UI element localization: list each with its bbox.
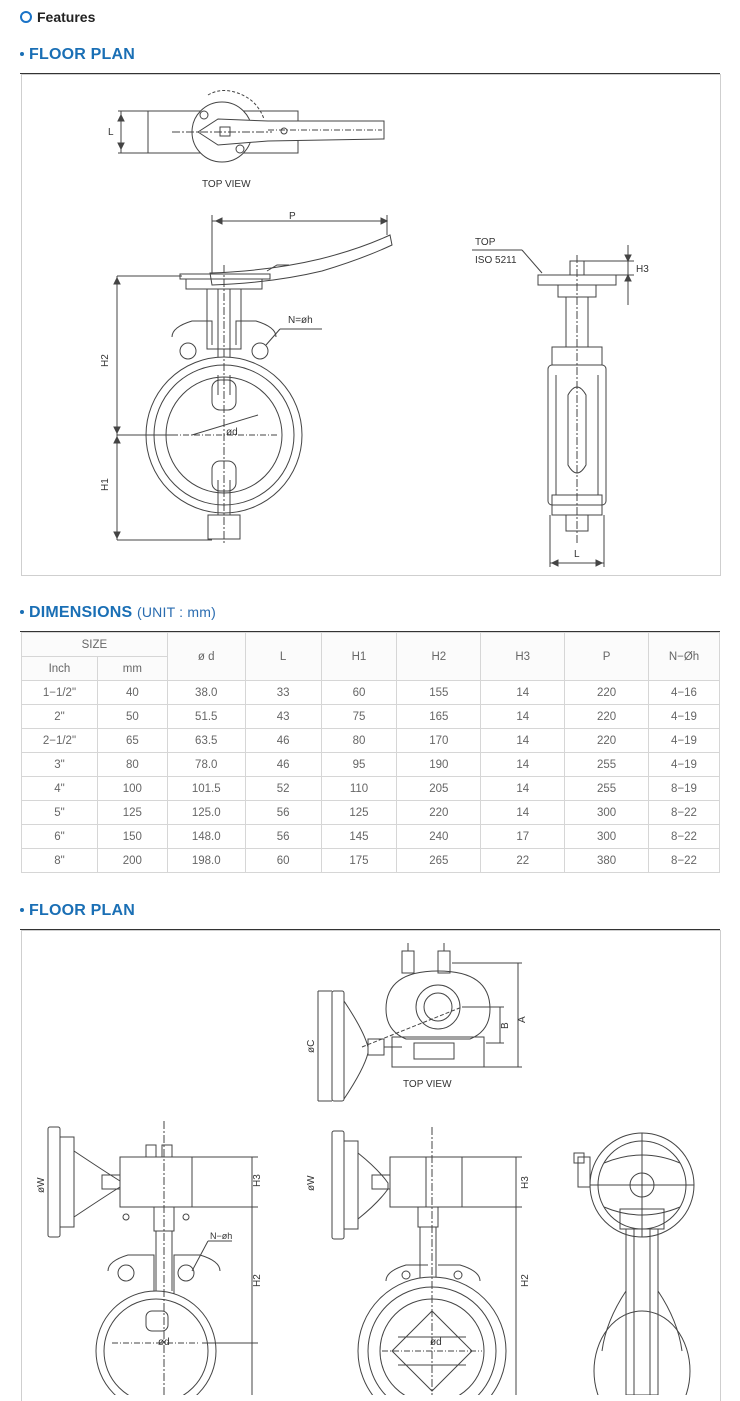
gear-front-view-left — [48, 1121, 258, 1395]
table-cell: 60 — [245, 849, 321, 873]
dim-label-od-left: ød — [158, 1337, 170, 1348]
gear-side-view-right — [574, 1133, 694, 1395]
table-cell: 14 — [481, 801, 565, 825]
table-cell: 46 — [245, 729, 321, 753]
top-view-label: TOP VIEW — [403, 1079, 452, 1090]
floor-plan-1-heading — [20, 46, 135, 64]
table-cell: 22 — [481, 849, 565, 873]
table-cell: 43 — [245, 705, 321, 729]
table-cell: 150 — [97, 825, 167, 849]
table-cell: 4−19 — [649, 729, 720, 753]
table-cell: 40 — [97, 681, 167, 705]
table-cell: 2" — [22, 705, 98, 729]
table-row — [22, 777, 720, 801]
table-cell: 205 — [397, 777, 481, 801]
dimensions-title: DIMENSIONS — [29, 604, 133, 621]
dimensions-table — [21, 632, 720, 873]
table-cell: 175 — [321, 849, 397, 873]
dim-label-l-top: L — [108, 127, 114, 138]
table-cell: 165 — [397, 705, 481, 729]
table-cell: 52 — [245, 777, 321, 801]
floor-plan-2-heading — [20, 902, 135, 920]
header-inch: Inch — [22, 657, 98, 681]
header-h3: H3 — [481, 633, 565, 681]
dim-label-ow-mid: øW — [306, 1175, 317, 1191]
dim-label-h2: H2 — [100, 354, 111, 367]
dim-label-od: ød — [226, 427, 238, 438]
top-view-label: TOP VIEW — [202, 179, 251, 190]
table-cell: 125.0 — [167, 801, 245, 825]
table-cell: 4−19 — [649, 753, 720, 777]
front-view-valve — [114, 215, 392, 545]
floor-plan-1-drawing — [21, 74, 721, 576]
table-cell: 17 — [481, 825, 565, 849]
dim-label-b: B — [500, 1022, 511, 1029]
table-cell: 56 — [245, 825, 321, 849]
table-cell: 265 — [397, 849, 481, 873]
lever-valve-drawing — [22, 75, 720, 575]
table-row — [22, 681, 720, 705]
table-row — [22, 753, 720, 777]
circle-bullet-icon — [20, 11, 32, 23]
table-cell: 33 — [245, 681, 321, 705]
dim-label-a: A — [517, 1016, 528, 1023]
table-cell: 51.5 — [167, 705, 245, 729]
table-cell: 5" — [22, 801, 98, 825]
bullet-icon — [20, 52, 24, 56]
table-cell: 125 — [97, 801, 167, 825]
gear-front-view-middle — [332, 1127, 522, 1395]
table-cell: 101.5 — [167, 777, 245, 801]
table-cell: 148.0 — [167, 825, 245, 849]
top-label: TOP — [475, 237, 496, 248]
table-cell: 255 — [565, 777, 649, 801]
table-cell: 4−19 — [649, 705, 720, 729]
table-cell: 8−22 — [649, 825, 720, 849]
features-heading — [20, 9, 95, 25]
table-row — [22, 729, 720, 753]
header-h1: H1 — [321, 633, 397, 681]
table-cell: 240 — [397, 825, 481, 849]
table-cell: 14 — [481, 681, 565, 705]
table-cell: 220 — [397, 801, 481, 825]
header-p: P — [565, 633, 649, 681]
table-cell: 95 — [321, 753, 397, 777]
table-row — [22, 705, 720, 729]
top-view-lever — [118, 91, 384, 163]
dim-label-l-side: L — [574, 549, 580, 560]
dim-label-oc: øC — [306, 1039, 317, 1053]
table-cell: 380 — [565, 849, 649, 873]
table-cell: 300 — [565, 825, 649, 849]
side-view-valve — [472, 245, 634, 567]
table-cell: 255 — [565, 753, 649, 777]
table-cell: 1−1/2" — [22, 681, 98, 705]
table-cell: 110 — [321, 777, 397, 801]
header-l: L — [245, 633, 321, 681]
table-cell: 8" — [22, 849, 98, 873]
dim-label-h3-mid: H3 — [520, 1176, 531, 1189]
table-cell: 6" — [22, 825, 98, 849]
table-cell: 80 — [321, 729, 397, 753]
bullet-icon — [20, 610, 24, 614]
header-size: SIZE — [22, 633, 168, 657]
table-cell: 220 — [565, 681, 649, 705]
header-od: ø d — [167, 633, 245, 681]
gear-valve-drawing — [22, 931, 720, 1395]
table-cell: 100 — [97, 777, 167, 801]
table-cell: 155 — [397, 681, 481, 705]
dim-label-n-oh: N=øh — [288, 315, 313, 326]
table-cell: 65 — [97, 729, 167, 753]
dim-label-h3: H3 — [636, 264, 649, 275]
table-cell: 8−22 — [649, 849, 720, 873]
table-cell: 14 — [481, 705, 565, 729]
table-cell: 14 — [481, 777, 565, 801]
dim-label-h2-mid: H2 — [520, 1274, 531, 1287]
header-h2: H2 — [397, 633, 481, 681]
table-cell: 75 — [321, 705, 397, 729]
table-row — [22, 801, 720, 825]
dim-label-p: P — [289, 211, 296, 222]
table-row — [22, 825, 720, 849]
table-cell: 200 — [97, 849, 167, 873]
floor-plan-1-title: FLOOR PLAN — [29, 46, 135, 63]
features-label: Features — [37, 9, 96, 25]
header-n-oh: N−Øh — [649, 633, 720, 681]
table-cell: 3" — [22, 753, 98, 777]
table-cell: 50 — [97, 705, 167, 729]
table-cell: 8−19 — [649, 777, 720, 801]
dim-label-n-oh: N−øh — [210, 1231, 233, 1241]
table-cell: 220 — [565, 705, 649, 729]
header-mm: mm — [97, 657, 167, 681]
table-cell: 2−1/2" — [22, 729, 98, 753]
table-cell: 56 — [245, 801, 321, 825]
table-cell: 4" — [22, 777, 98, 801]
table-cell: 190 — [397, 753, 481, 777]
bullet-icon — [20, 908, 24, 912]
dimensions-unit: (UNIT : mm) — [137, 604, 216, 620]
dim-label-od-mid: ød — [430, 1337, 442, 1348]
gear-top-view — [318, 943, 522, 1101]
table-cell: 60 — [321, 681, 397, 705]
table-cell: 145 — [321, 825, 397, 849]
dim-label-h1: H1 — [100, 478, 111, 491]
floor-plan-2-drawing — [21, 930, 721, 1401]
dim-label-h3-left: H3 — [252, 1174, 263, 1187]
table-cell: 38.0 — [167, 681, 245, 705]
table-row — [22, 849, 720, 873]
table-cell: 198.0 — [167, 849, 245, 873]
table-cell: 300 — [565, 801, 649, 825]
table-cell: 78.0 — [167, 753, 245, 777]
iso-label: ISO 5211 — [475, 255, 517, 266]
table-cell: 63.5 — [167, 729, 245, 753]
table-cell: 14 — [481, 729, 565, 753]
dimensions-heading — [20, 604, 216, 622]
table-cell: 220 — [565, 729, 649, 753]
table-cell: 14 — [481, 753, 565, 777]
table-cell: 125 — [321, 801, 397, 825]
table-cell: 4−16 — [649, 681, 720, 705]
dim-label-h2-left: H2 — [252, 1274, 263, 1287]
table-cell: 170 — [397, 729, 481, 753]
table-cell: 8−22 — [649, 801, 720, 825]
table-cell: 46 — [245, 753, 321, 777]
dim-label-ow-left: øW — [36, 1177, 47, 1193]
floor-plan-2-title: FLOOR PLAN — [29, 902, 135, 919]
table-cell: 80 — [97, 753, 167, 777]
